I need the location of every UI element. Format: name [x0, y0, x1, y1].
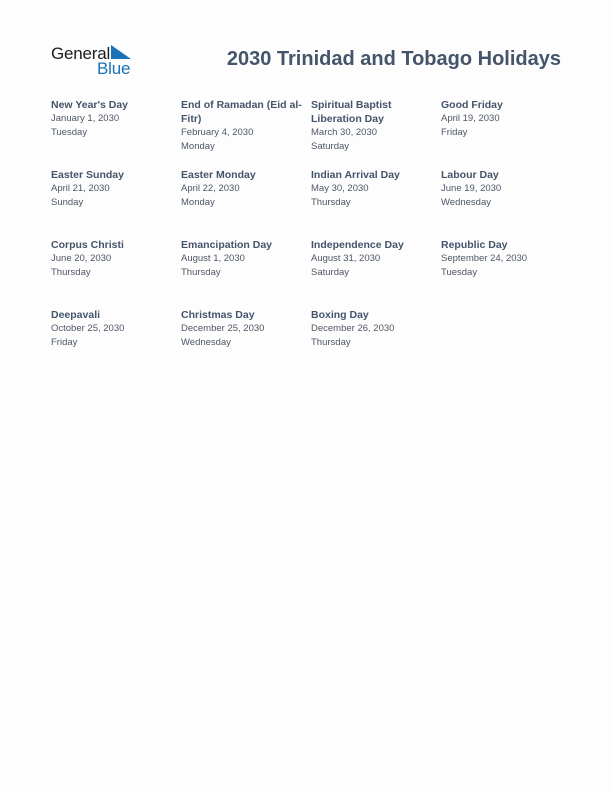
generalblue-logo [51, 44, 141, 78]
holiday-item [51, 308, 175, 350]
holiday-name: Emancipation Day [181, 239, 273, 251]
holiday-date: May 30, 2030 [311, 183, 369, 194]
holiday-weekday: Thursday [311, 196, 351, 208]
holiday-item [181, 98, 305, 154]
holiday-weekday: Wednesday [181, 336, 231, 348]
holiday-name: Deepavali [51, 309, 101, 321]
page-title: 2030 Trinidad and Tobago Holidays [226, 48, 561, 70]
holiday-weekday: Saturday [311, 266, 350, 278]
holiday-weekday: Wednesday [441, 196, 491, 208]
logo-text-general: General [51, 44, 111, 63]
holiday-name: Easter Monday [181, 169, 256, 181]
holiday-item [51, 168, 175, 210]
holiday-name: Spiritual Baptist Liberation Day [311, 99, 392, 125]
holiday-weekday: Friday [51, 336, 78, 348]
holiday-weekday: Friday [441, 126, 468, 138]
holiday-item [51, 238, 175, 280]
holiday-date: December 25, 2030 [181, 323, 265, 334]
holiday-item [311, 238, 435, 280]
holiday-name: Indian Arrival Day [311, 169, 400, 181]
holiday-name: Easter Sunday [51, 169, 124, 181]
holiday-name: End of Ramadan (Eid al-Fitr) [181, 99, 302, 125]
holiday-weekday: Thursday [311, 336, 351, 348]
holiday-item [181, 168, 305, 210]
holiday-item [311, 98, 435, 154]
holiday-weekday: Sunday [51, 196, 84, 208]
holiday-name: Republic Day [441, 239, 508, 251]
holiday-weekday: Tuesday [441, 266, 478, 278]
logo-text-blue: Blue [97, 59, 131, 78]
holiday-date: April 19, 2030 [441, 113, 500, 124]
holiday-weekday: Thursday [181, 266, 221, 278]
holiday-date: April 22, 2030 [181, 183, 240, 194]
holiday-date: January 1, 2030 [51, 113, 120, 124]
holiday-weekday: Tuesday [51, 126, 88, 138]
holiday-date: March 30, 2030 [311, 127, 378, 138]
holiday-date: April 21, 2030 [51, 183, 110, 194]
holiday-weekday: Saturday [311, 140, 350, 152]
holiday-name: Good Friday [441, 99, 503, 111]
holiday-date: December 26, 2030 [311, 323, 395, 334]
holiday-item [51, 98, 175, 140]
holiday-name: Corpus Christi [51, 239, 124, 251]
holiday-name: Boxing Day [311, 309, 369, 321]
holiday-item [311, 168, 435, 210]
holiday-name: New Year's Day [51, 99, 129, 111]
holiday-date: June 19, 2030 [441, 183, 502, 194]
holiday-name: Labour Day [441, 169, 499, 181]
holiday-item [181, 238, 305, 280]
holiday-date: June 20, 2030 [51, 253, 112, 264]
holiday-date: September 24, 2030 [441, 253, 528, 264]
holiday-weekday: Thursday [51, 266, 91, 278]
holiday-date: August 31, 2030 [311, 253, 381, 264]
holiday-item [441, 168, 565, 210]
holiday-name: Christmas Day [181, 309, 255, 321]
holiday-date: August 1, 2030 [181, 253, 245, 264]
logo-triangle-icon [111, 45, 131, 59]
holiday-weekday: Monday [181, 140, 215, 152]
holiday-weekday: Monday [181, 196, 215, 208]
holiday-item [441, 238, 565, 280]
holiday-item [181, 308, 305, 350]
holiday-item [441, 98, 565, 140]
holiday-date: October 25, 2030 [51, 323, 125, 334]
holiday-item [311, 308, 435, 350]
holiday-date: February 4, 2030 [181, 127, 254, 138]
holiday-name: Independence Day [311, 239, 404, 251]
